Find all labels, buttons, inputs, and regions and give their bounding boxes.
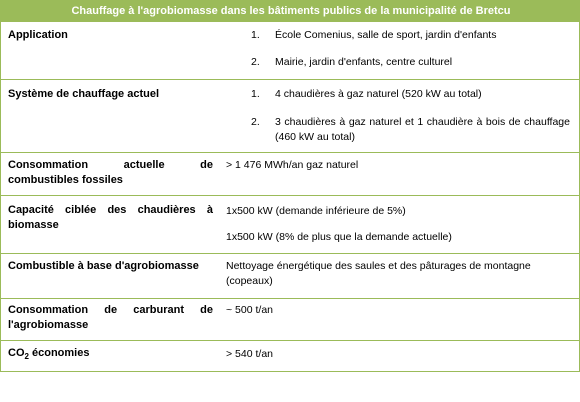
row-label-fuel: Combustible à base d'agrobiomasse [8, 260, 199, 272]
co2-label-subscript: 2 [24, 352, 29, 362]
row-label-heating-system: Système de chauffage actuel [8, 88, 160, 100]
fuel-consumption-value: ~ 500 t/an [226, 304, 273, 316]
list-number: 2. [251, 116, 260, 128]
list-number: 1. [251, 88, 260, 100]
row-label-target-capacity: Capacité ciblée des chaudières à biomasse [8, 204, 213, 231]
target-capacity-value-2: 1x500 kW (8% de plus que la demande actuelle) [226, 231, 452, 243]
co2-label-suffix: économies [28, 347, 90, 359]
fossil-consumption-value: > 1 476 MWh/an gaz naturel [226, 159, 359, 171]
list-text: 4 chaudières à gaz naturel (520 kW au total) [275, 88, 482, 100]
table-row-heating-system [1, 80, 579, 153]
table-row-fuel [1, 254, 579, 299]
row-label-fuel-consumption: Consommation de carburant de l'agrobiomasse [8, 304, 213, 331]
list-number: 2. [251, 56, 260, 68]
list-number: 1. [251, 29, 260, 41]
table-row-application [1, 22, 579, 80]
row-label-application: Application [8, 29, 68, 41]
fuel-value: Nettoyage énergétique des saules et des pâturages de montagne (copeaux) [226, 260, 531, 287]
co2-savings-value: > 540 t/an [226, 348, 273, 360]
list-text: École Comenius, salle de sport, jardin d'enfants [275, 29, 497, 41]
table-row-fuel-consumption [1, 299, 579, 341]
row-label-co2-savings [8, 346, 213, 364]
table-row-fossil-consumption [1, 153, 579, 196]
table-title: Chauffage à l'agrobiomasse dans les bâtiments publics de la municipalité de Bretcu [1, 0, 580, 22]
co2-label-prefix: CO [8, 347, 25, 359]
list-text: Mairie, jardin d'enfants, centre culturel [275, 56, 453, 68]
table-row-co2-savings [1, 341, 579, 371]
table-row-target-capacity [1, 196, 579, 254]
target-capacity-value-1: 1x500 kW (demande inférieure de 5%) [226, 205, 406, 217]
row-label-fossil-consumption: Consommation actuelle de combustibles fossiles [8, 159, 213, 186]
list-text: 3 chaudières à gaz naturel et 1 chaudière à bois de chauffage (460 kW au total) [275, 116, 570, 143]
